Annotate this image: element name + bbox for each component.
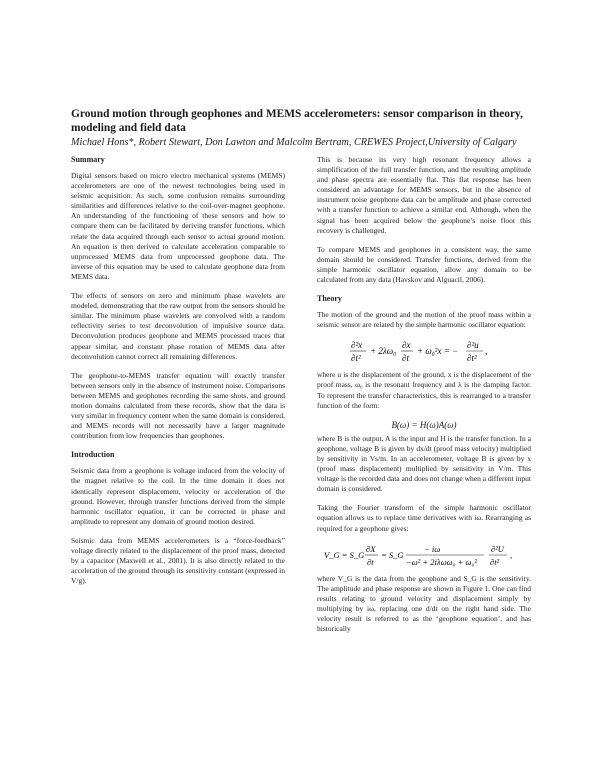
summary-paragraph: Digital sensors based on micro electro mechanical systems (MEMS) accelerometers are one of the newest technologies being used in seismic acquisition. As such, some confusion remains surrounding similarities and differences relative to the coil-over-magnet geophone. An understanding of the functioning of these sensors and how to compare them can be facilitated by deriving transfer functions, which relate the data acquired through each sensor to actual ground motion. An equation is then derived to calculate acceleration comparable to unprocessed MEMS data from unprocessed geophone data. The inverse of this equation may be used to calculate geophone data from MEMS data. xyxy=(71,171,285,281)
summary-paragraph: The geophone-to-MEMS transfer equation will exactly transfer between sensors only in the absence of instrument noise. Comparisons between MEMS and geophones recording the same shots, and ground motion domains calculated from these records, show that the data is very similar in frequency content when the same domain is considered, and MEMS records will not necessarily have a larger magnitude contribution from low frequencies than geophones. xyxy=(71,370,285,441)
svg-text:∂X: ∂X xyxy=(366,543,376,554)
harmonic-oscillator-equation xyxy=(317,339,531,365)
theory-paragraph: where V_G is the data from the geophone and S_G is the sensitivity. The amplitude and phase response are shown in Figure 1. One can find results relating to ground velocity and displacement simply by multiplying by iω, replacing one d/dt on the right hand side. The velocity result is referred to as the ‘geophone equation’, and has historically xyxy=(317,573,531,634)
svg-text:,: , xyxy=(485,346,488,357)
svg-text:V_G = S_G: V_G = S_G xyxy=(324,549,365,560)
theory-paragraph: Taking the Fourier transform of the simple harmonic oscillator equation allows us to replace time derivatives with iω. Rearranging as required for a geophone gives: xyxy=(317,503,531,533)
svg-text:∂t: ∂t xyxy=(367,556,374,567)
summary-paragraph: The effects of sensors on zero and minimum phase wavelets are modeled, demonstrating that the raw output from the sensors should be similar. The minimum phase wavelets are convolved with a random reflectivity series to test deconvolution of impulsive source data. Deconvolution produces geophone and MEMS processed traces that appear similar, and constant phase rotation of MEMS data after deconvolution cannot correct all remaining differences. xyxy=(71,291,285,361)
theory-paragraph: The motion of the ground and the motion of the proof mass within a seismic sensor are related by the simple harmonic oscillator equation: xyxy=(317,310,531,330)
svg-text:∂²x: ∂²x xyxy=(351,340,363,351)
svg-text:∂x: ∂x xyxy=(402,340,411,351)
svg-text:−ω² + 2iλωω₀ + ω₀²: −ω² + 2iλωω₀ + ω₀² xyxy=(406,556,478,567)
right-column xyxy=(317,155,531,643)
left-column xyxy=(71,155,285,595)
svg-text:∂t: ∂t xyxy=(402,353,409,364)
svg-text:∂t²: ∂t² xyxy=(351,353,361,364)
paper-title: Ground motion through geophones and MEMS accelerometers: sensor comparison in theory, modeling and field data xyxy=(71,108,523,134)
svg-text:+ 2λω₀: + 2λω₀ xyxy=(370,346,397,357)
svg-text:∂t²: ∂t² xyxy=(467,353,477,364)
theory-heading: Theory xyxy=(317,294,342,304)
svg-text:∂²U: ∂²U xyxy=(491,543,504,554)
introduction-paragraph: Seismic data from MEMS accelerometers is a “force-feedback” voltage directly related to the displacement of the proof mass, detected by a capacitor (Maxwell et al., 2001). It is also directly related to the acceleration of the ground through its sensitivity constant (expressed in V/g). xyxy=(71,535,285,586)
theory-paragraph: where u is the displacement of the ground, x is the displacement of the proof mass, ω₀ is the resonant frequency and λ is the damping factor. To represent the transfer characteristics, this is rearranged to a transfer function of the form: xyxy=(317,370,531,410)
transfer-function-equation: B(ω) = H(ω)A(ω) xyxy=(391,419,457,430)
svg-text:= S_G: = S_G xyxy=(381,549,404,560)
summary-heading: Summary xyxy=(71,155,105,164)
geophone-equation xyxy=(317,543,531,569)
svg-text:∂t²: ∂t² xyxy=(490,556,500,567)
paper-authors: Michael Hons*, Robert Stewart, Don Lawton and Malcolm Bertram, CREWES Project,University of Calgary xyxy=(71,137,517,148)
introduction-paragraph: Seismic data from a geophone is voltage induced from the velocity of the magnet relative to the coil. In the time domain it does not identically represent displacement, velocity or acceleration of the ground. However, through transfer functions derived from the simple harmonic oscillator equation, it can be corrected in phase and amplitude to represent any domain of ground motion desired. xyxy=(71,466,285,526)
svg-text:,: , xyxy=(510,549,513,560)
svg-text:+ ω₀²x = −: + ω₀²x = − xyxy=(417,346,459,357)
continuation-paragraph: This is because its very high resonant frequency allows a simplification of the full transfer function, and the resulting amplitude and phase spectra are essentially flat. This flat response has been considered an advantage for MEMS sensors, but in the absence of instrument noise geophone data can be amplitude and phase corrected with a transfer function to achieve a similar end. Although, when the signal has been acquired below the geophone’s noise floor this recovery is challenged. xyxy=(317,155,531,235)
svg-text:∂²u: ∂²u xyxy=(467,340,479,351)
introduction-heading: Introduction xyxy=(71,450,115,460)
theory-paragraph: where B is the output, A is the input and H is the transfer function. In a geophone, voltage B is given by dx/dt (proof mass velocity) multiplied by sensitivity in Vs/m. In an accelerometer, voltage B is given by x (proof mass displacement) multiplied by sensitivity in V/m. This voltage is the recorded data and does not change when a different input domain is considered. xyxy=(317,433,531,494)
svg-text:− iω: − iω xyxy=(424,543,441,554)
continuation-paragraph: To compare MEMS and geophones in a consistent way, the same domain should be considered. Transfer functions, derived from the simple harmonic oscillator equation, allow any domain to be calculated from any data (Havskov and Alguacil, 2006). xyxy=(317,244,531,285)
